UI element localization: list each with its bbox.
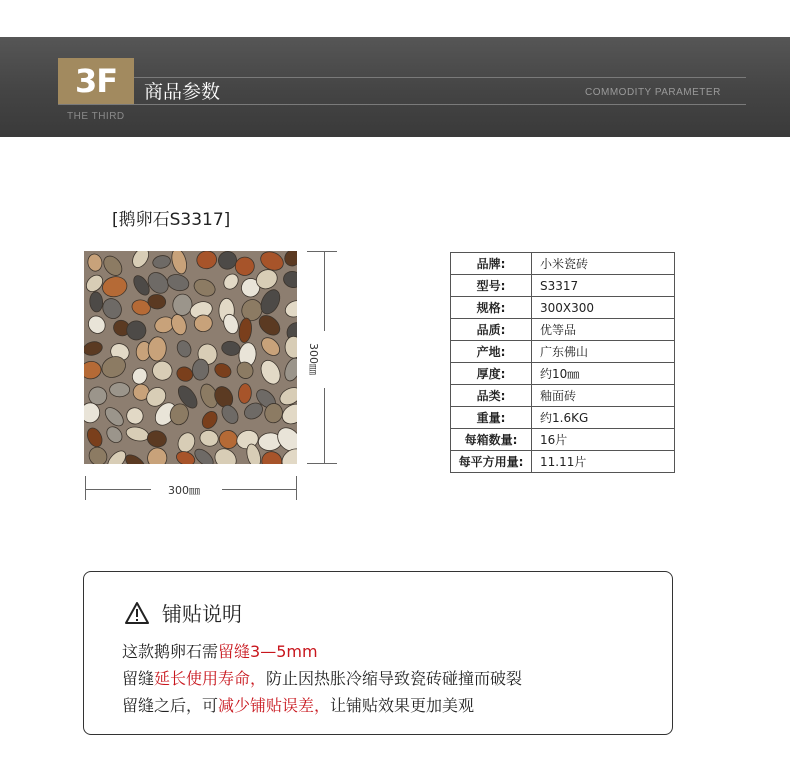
spec-key: 厚度:	[451, 363, 532, 385]
warning-triangle-icon	[124, 601, 150, 625]
spec-value: 釉面砖	[532, 385, 675, 407]
spec-value: S3317	[532, 275, 675, 297]
section-number-en: THE THIRD	[67, 111, 125, 122]
spec-value: 优等品	[532, 319, 675, 341]
height-dimension-tick-bottom	[307, 463, 337, 464]
width-dimension-line-right	[222, 489, 297, 490]
spec-row	[451, 253, 675, 275]
spec-value: 小米瓷砖	[532, 253, 675, 275]
section-badge: 3F	[58, 58, 134, 104]
section-subtitle-en: COMMODITY PARAMETER	[585, 87, 721, 98]
spec-table	[450, 252, 675, 473]
notice-text: 这款鹅卵石需	[122, 642, 219, 661]
banner-divider-top	[134, 77, 746, 78]
height-dimension-label: 300㎜	[307, 343, 320, 375]
height-dimension-tick-top	[307, 251, 337, 252]
spec-value: 约10㎜	[532, 363, 675, 385]
notice-highlight: 减少铺贴误差，	[218, 696, 331, 715]
notice-text: 留缝之后，可	[122, 696, 219, 715]
spec-row	[451, 275, 675, 297]
spec-key: 重量:	[451, 407, 532, 429]
pebble	[110, 383, 130, 397]
height-dimension-line-top	[324, 251, 325, 331]
notice-heading	[124, 598, 242, 627]
product-tile-image	[84, 251, 297, 464]
pebble-pattern	[84, 251, 297, 464]
notice-text: 留缝	[122, 669, 155, 688]
spec-row	[451, 341, 675, 363]
banner-divider-bottom	[58, 104, 746, 105]
width-dimension-label: 300㎜	[168, 484, 200, 497]
spec-row	[451, 297, 675, 319]
notice-highlight: 留缝3—5mm	[218, 642, 318, 661]
spec-value: 广东佛山	[532, 341, 675, 363]
spec-key: 规格:	[451, 297, 532, 319]
notice-title: 铺贴说明	[162, 602, 242, 626]
spec-key: 每箱数量:	[451, 429, 532, 451]
spec-value: 11.11片	[532, 451, 675, 473]
spec-value: 约1.6KG	[532, 407, 675, 429]
spec-row	[451, 451, 675, 473]
height-dimension-line-bottom	[324, 388, 325, 464]
width-dimension-line-left	[85, 489, 151, 490]
spec-value: 300X300	[532, 297, 675, 319]
spec-key: 型号:	[451, 275, 532, 297]
notice-text: 防止因热胀冷缩导致瓷砖碰撞而破裂	[266, 669, 523, 688]
product-name: [鹅卵石S3317]	[112, 210, 231, 230]
notice-line-2	[122, 666, 522, 689]
width-dimension-tick-left	[85, 476, 86, 500]
section-title: 商品参数	[144, 81, 221, 103]
spec-key: 每平方用量:	[451, 451, 532, 473]
section-banner	[0, 37, 790, 137]
notice-line-3	[122, 693, 474, 716]
spec-row	[451, 407, 675, 429]
width-dimension-tick-right	[296, 476, 297, 500]
spec-row	[451, 429, 675, 451]
spec-row	[451, 319, 675, 341]
spec-row	[451, 385, 675, 407]
installation-notice	[83, 571, 673, 735]
spec-value: 16片	[532, 429, 675, 451]
spec-key: 产地:	[451, 341, 532, 363]
spec-key: 品牌:	[451, 253, 532, 275]
notice-text: 让铺贴效果更加美观	[330, 696, 475, 715]
spec-key: 品类:	[451, 385, 532, 407]
spec-key: 品质:	[451, 319, 532, 341]
notice-line-1	[122, 639, 318, 662]
notice-highlight: 延长使用寿命，	[154, 669, 267, 688]
spec-row	[451, 363, 675, 385]
